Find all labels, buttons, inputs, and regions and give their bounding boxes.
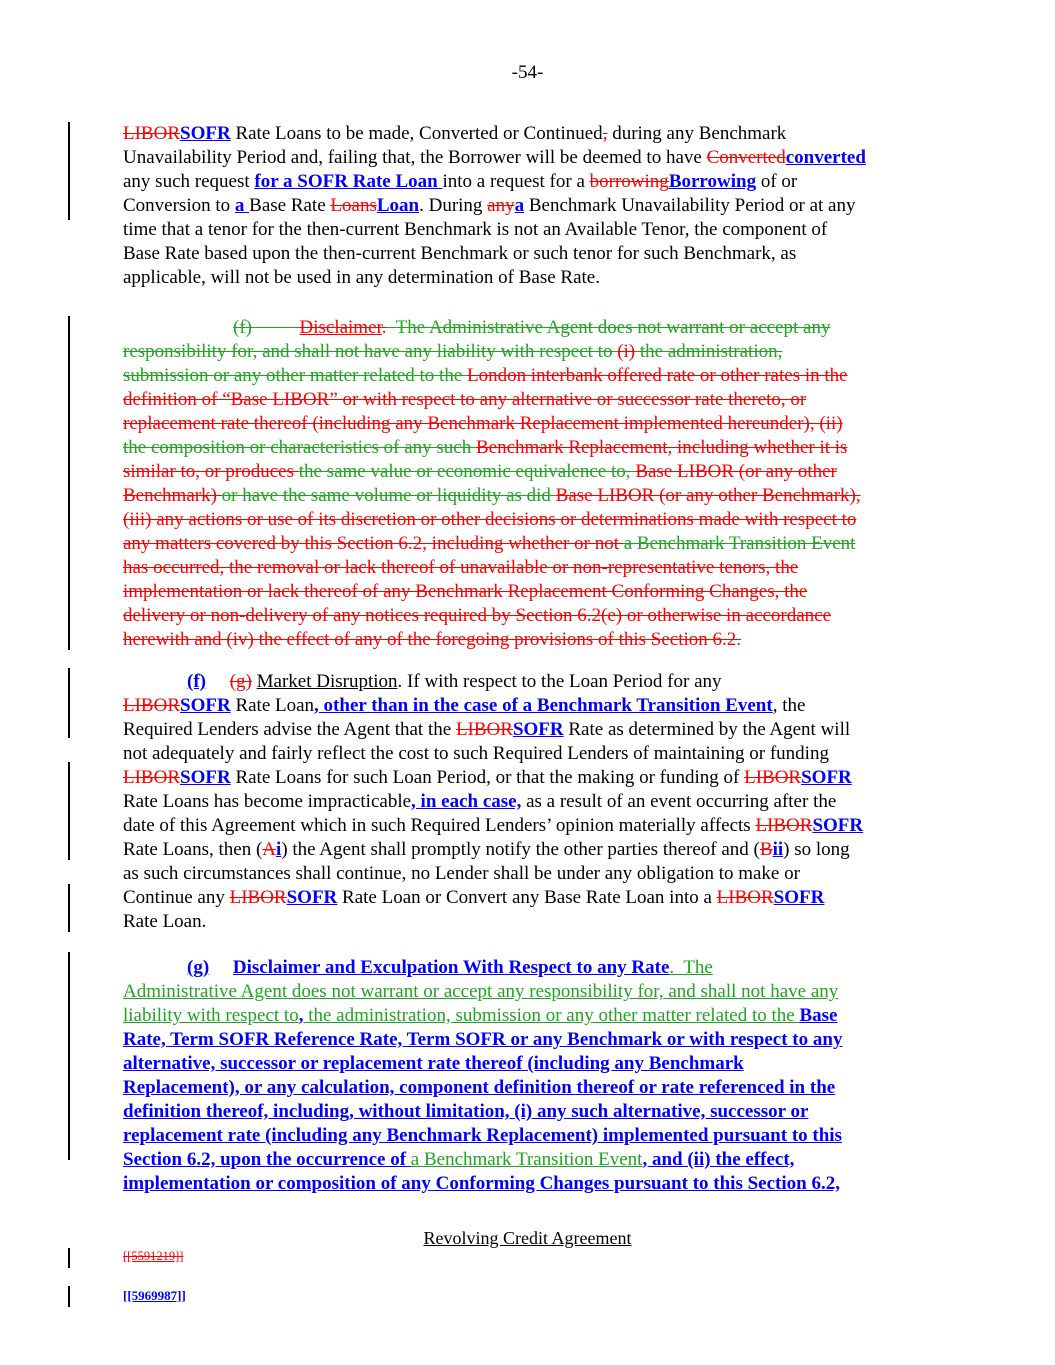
text-line <box>123 508 953 532</box>
plain-text: , the <box>772 695 806 716</box>
change-bar <box>68 1248 70 1268</box>
inserted-text: (f) <box>187 671 206 692</box>
underlined-text: Market Disruption <box>256 671 398 692</box>
deleted-text: any <box>487 195 515 216</box>
plain-text: as such circumstances shall continue, no Lender shall be under any obligation to make or <box>123 863 800 884</box>
text-line <box>123 1124 953 1148</box>
text-line <box>123 814 953 838</box>
plain-text: applicable, will not be used in any determination of Base Rate. <box>123 267 600 288</box>
change-bar <box>68 884 70 932</box>
plain-text: Continue any <box>123 887 230 908</box>
text-line <box>123 886 953 910</box>
moved-inserted-text: Administrative Agent does not warrant or accept any responsibility for, and shall not have any <box>123 981 839 1002</box>
text-line <box>123 1028 953 1052</box>
inserted-text: converted <box>785 147 866 168</box>
inserted-text: Rate, Term SOFR Reference Rate, Term SOFR or any Benchmark or with respect to any <box>123 1029 843 1050</box>
plain-text: time that a tenor for the then-current Benchmark is not an Available Tenor, the component of <box>123 219 828 240</box>
moved-deleted-text: (f) <box>233 317 300 338</box>
plain-text: ) the Agent shall promptly notify the other parties thereof and ( <box>281 839 760 860</box>
plain-text: not adequately and fairly reflect the cost to such Required Lenders of maintaining or funding <box>123 743 829 764</box>
plain-text: Unavailability Period and, failing that, the Borrower will be deemed to have <box>123 147 707 168</box>
footer-doc-id-old: [[5591219]] <box>123 1249 184 1263</box>
inserted-text: (g) <box>187 957 210 978</box>
deleted-text: LIBOR <box>123 767 180 788</box>
plain-text: Rate Loans, then ( <box>123 839 263 860</box>
deleted-text: LIBOR <box>455 719 513 740</box>
text-line <box>123 790 953 814</box>
moved-deleted-text: or have the same volume or liquidity as did <box>221 485 556 506</box>
text-line <box>123 766 953 790</box>
deleted-text: Benchmark) <box>123 485 222 506</box>
inserted-text: , <box>298 1005 304 1026</box>
change-bar <box>68 1286 70 1307</box>
deleted-text: Converted <box>706 147 786 168</box>
deleted-text: implementation or lack thereof of any Benchmark Replacement Conforming Changes, the <box>123 581 808 602</box>
text-line <box>123 340 953 364</box>
deleted-text: Benchmark Replacement, including whether it is <box>475 437 848 458</box>
deleted-text: London interbank offered rate or other rates in the <box>467 365 848 386</box>
text-line <box>123 718 953 742</box>
plain-text <box>209 957 233 978</box>
inserted-text: Borrowing <box>668 171 757 192</box>
inserted-text: a <box>514 195 525 216</box>
plain-text: into a request for a <box>442 171 590 192</box>
plain-text: during any Benchmark <box>607 123 787 144</box>
moved-deleted-text: the administration, <box>635 341 783 362</box>
inserted-text: SOFR <box>512 719 564 740</box>
inserted-text: SOFR <box>286 887 338 908</box>
text-line <box>123 980 953 1004</box>
deleted-text: herewith and (iv) the effect of any of the foregoing provisions of this Section 6.2. <box>123 629 742 650</box>
text-line <box>123 170 953 194</box>
inserted-text: SOFR <box>180 767 231 788</box>
text-line <box>123 532 953 556</box>
paragraph <box>123 122 953 290</box>
moved-deleted-text: The Administrative Agent does not warrant or accept any <box>386 317 831 338</box>
deleted-text: replacement rate thereof (including any Benchmark Replacement implemented hereunder), (ii) <box>123 413 843 434</box>
plain-text: Rate Loans for such Loan Period, or that the making or funding of <box>230 767 745 788</box>
inserted-text: replacement rate (including any Benchmark Replacement) implemented pursuant to this <box>123 1125 842 1146</box>
deleted-text: LIBOR <box>755 815 813 836</box>
deleted-text: . <box>381 317 387 338</box>
text-line <box>123 1004 953 1028</box>
deleted-text: Base LIBOR (or any other <box>635 461 837 482</box>
text-line <box>123 1148 953 1172</box>
inserted-text: , and (ii) the effect, <box>642 1149 795 1170</box>
deleted-text: delivery or non-delivery of any notices required by Section 6.2(e) or otherwise in accordance <box>123 605 832 626</box>
text-line <box>123 436 953 460</box>
inserted-text: a <box>234 195 250 216</box>
plain-text: any such request <box>123 171 255 192</box>
deleted-text: similar to, or produces <box>123 461 299 482</box>
plain-text: of or <box>756 171 798 192</box>
text-line <box>123 412 953 436</box>
deleted-text: has occurred, the removal or lack thereof of unavailable or non-representative tenors, the <box>123 557 799 578</box>
plain-text: Rate Loan or Convert any Base Rate Loan into a <box>337 887 717 908</box>
plain-text: Rate Loans has become impracticable <box>123 791 412 812</box>
text-line <box>123 266 953 290</box>
deleted-text: , <box>602 123 608 144</box>
text-line <box>123 1052 953 1076</box>
moved-deleted-text: the composition or characteristics of any such <box>123 437 476 458</box>
text-line <box>123 694 953 718</box>
plain-text: Conversion to <box>123 195 235 216</box>
deleted-text: definition of “Base LIBOR” or with respect to any alternative or successor rate thereto, or <box>123 389 807 410</box>
inserted-text: Section 6.2, upon the occurrence of <box>123 1149 411 1170</box>
paragraph <box>123 956 953 1196</box>
deleted-text: Base LIBOR (or any other Benchmark), <box>555 485 861 506</box>
deleted-text: (i) <box>617 341 636 362</box>
moved-inserted-text: liability with respect to <box>123 1005 299 1026</box>
deleted-text: any matters covered by this Section 6.2, including whether or not <box>123 533 624 554</box>
text-line <box>123 242 953 266</box>
text-line <box>123 670 953 694</box>
deleted-text: (iii) any actions or use of its discretion or other decisions or determinations made with respect to <box>123 509 857 530</box>
plain-text: Rate Loan <box>230 695 315 716</box>
paragraph <box>123 670 953 934</box>
text-line <box>123 1076 953 1100</box>
text-line <box>123 388 953 412</box>
plain-text: Benchmark Unavailability Period or at any <box>524 195 856 216</box>
footer-document-title: Revolving Credit Agreement <box>423 1228 632 1248</box>
deleted-text: LIBOR <box>123 695 180 716</box>
text-line <box>123 484 953 508</box>
text-line <box>123 862 953 886</box>
text-line <box>123 316 953 340</box>
inserted-text: SOFR <box>773 887 825 908</box>
deleted-text: LIBOR <box>716 887 774 908</box>
text-line <box>123 580 953 604</box>
text-line <box>123 604 953 628</box>
inserted-text: definition thereof, including, without limitation, (i) any such alternative, successor or <box>123 1101 809 1122</box>
inserted-text: SOFR <box>180 695 231 716</box>
text-line <box>123 742 953 766</box>
paragraph <box>123 316 953 652</box>
plain-text: Base Rate <box>249 195 331 216</box>
footer-doc-id-new: [[5969987]] <box>123 1288 186 1303</box>
text-line <box>123 1172 953 1196</box>
text-line <box>123 122 953 146</box>
page-number: -54- <box>511 62 544 83</box>
text-line <box>123 1100 953 1124</box>
plain-text: Rate as determined by the Agent will <box>563 719 851 740</box>
plain-text <box>206 671 230 692</box>
plain-text: Base Rate based upon the then-current Benchmark or such tenor for such Benchmark, as <box>123 243 797 264</box>
deleted-text: borrowing <box>589 171 669 192</box>
change-bar <box>68 316 70 650</box>
plain-text: Rate Loans to be made, Converted or Continued <box>230 123 603 144</box>
deleted-heading: Disclaimer <box>299 317 382 338</box>
deleted-text: A <box>262 839 277 860</box>
inserted-text: Base <box>799 1005 838 1026</box>
inserted-text: i <box>276 839 282 860</box>
change-bar <box>68 952 70 1160</box>
text-line <box>123 628 953 652</box>
moved-deleted-text: a Benchmark Transition Event <box>623 533 856 554</box>
plain-text: . During <box>419 195 488 216</box>
plain-text: Rate Loan. <box>123 911 207 932</box>
text-line <box>123 838 953 862</box>
plain-text: date of this Agreement which in such Required Lenders’ opinion materially affects <box>123 815 756 836</box>
text-line <box>123 146 953 170</box>
moved-deleted-text: the same value or economic equivalence to, <box>298 461 636 482</box>
inserted-text: ii <box>772 839 784 860</box>
inserted-text: Loan <box>376 195 420 216</box>
deleted-text: Loans <box>330 195 377 216</box>
inserted-text: Disclaimer and Exculpation With Respect to any Rate <box>232 957 670 978</box>
deleted-text: LIBOR <box>123 123 180 144</box>
text-line <box>123 218 953 242</box>
deleted-text: (g) <box>229 671 252 692</box>
change-bar <box>68 668 70 738</box>
inserted-text: Replacement), or any calculation, component definition thereof or rate referenced in the <box>123 1077 836 1098</box>
plain-text: . If with respect to the Loan Period for any <box>397 671 722 692</box>
plain-text: ) so long <box>783 839 850 860</box>
moved-deleted-text: submission or any other matter related to the <box>123 365 468 386</box>
change-bar <box>68 122 70 220</box>
inserted-text: for a SOFR Rate Loan <box>254 171 443 192</box>
text-line <box>123 194 953 218</box>
text-line <box>123 460 953 484</box>
moved-inserted-text: . The <box>669 957 713 978</box>
plain-text: as a result of an event occurring after the <box>521 791 837 812</box>
deleted-text: B <box>759 839 773 860</box>
moved-deleted-text: responsibility for, and shall not have any liability with respect to <box>123 341 618 362</box>
deleted-text: LIBOR <box>229 887 287 908</box>
moved-inserted-text: the administration, submission or any other matter related to the <box>303 1005 800 1026</box>
inserted-text: , in each case, <box>411 791 522 812</box>
deleted-text: LIBOR <box>744 767 802 788</box>
text-line <box>123 556 953 580</box>
inserted-text: SOFR <box>180 123 231 144</box>
inserted-text: SOFR <box>812 815 864 836</box>
inserted-text: implementation or composition of any Conforming Changes pursuant to this Section 6.2, <box>123 1173 840 1194</box>
text-line <box>123 364 953 388</box>
moved-inserted-text: a Benchmark Transition Event <box>410 1149 643 1170</box>
inserted-text: alternative, successor or replacement rate thereof (including any Benchmark <box>123 1053 744 1074</box>
plain-text: Required Lenders advise the Agent that the <box>123 719 456 740</box>
inserted-text: SOFR <box>801 767 852 788</box>
inserted-text: , other than in the case of a Benchmark Transition Event <box>314 695 773 716</box>
text-line <box>123 956 953 980</box>
change-bar <box>68 762 70 860</box>
text-line <box>123 910 953 934</box>
